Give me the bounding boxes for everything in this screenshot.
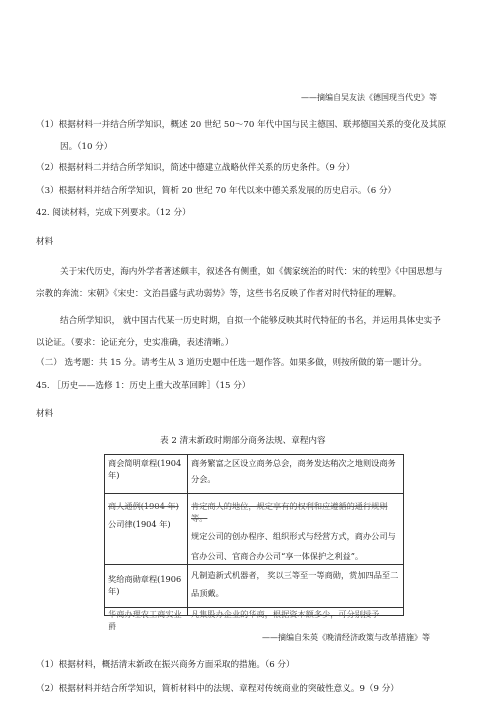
regulation-content-line: 肯定商人的地位，规定享有的权利和应遵循的通行规则等。 bbox=[191, 501, 388, 523]
regulation-name: 商会简明章程(1904 年) bbox=[108, 458, 182, 480]
q41-item2: （2）根据材料二并结合所学知识，简述中德建立战略伙伴关系的历史条件。（9 分） bbox=[36, 163, 355, 173]
table-row bbox=[105, 455, 404, 494]
table-cell-content bbox=[188, 608, 404, 619]
section-2-instructions: （二） 选考题：共 15 分。请考生从 3 道历史题中任选一题作答。如果多做，则按所做的第一题计分。 bbox=[36, 358, 428, 368]
regulation-content-line: 商务繁富之区设立商务总会，商务发达稍次之地则设商务 bbox=[191, 458, 396, 468]
q42-para2-line1: 结合所学知识， 就中国古代某一历史时期，自拟一个能够反映其时代特征的书名，并运用具体史实予 bbox=[60, 316, 441, 326]
q42-title: 42. 阅读材料，完成下列要求。（12 分） bbox=[36, 208, 191, 218]
regulation-content-line: 规定公司的创办程序、组织形式与经营方式，商办公司与 bbox=[191, 531, 396, 541]
q42-para2-line2: 以论证。（要求：论证充分，史实准确，表述清晰。） bbox=[36, 338, 234, 348]
table-caption: 表 2 清末新政时期部分商务法规、章程内容 bbox=[160, 436, 326, 446]
table-cell-content bbox=[188, 565, 404, 608]
table-cell-name bbox=[105, 455, 188, 494]
source-citation-1: ——摘编自吴友法《德国现当代史》等 bbox=[301, 93, 437, 102]
q41-item3: （3）根据材料并结合所学知识，简析 20 世纪 70 年代以来中德关系发展的历史启示。（6 分） bbox=[36, 186, 397, 196]
regulation-content-line: 官办公司、官商合办公司“享一体保护之利益”。 bbox=[191, 551, 364, 561]
regulation-name: 奖给商勋章程(1906 年) bbox=[108, 574, 182, 596]
table-cell-content bbox=[188, 494, 404, 565]
q42-para1-line2: 宗教的奔流：宋朝》《宋史：文治昌盛与武功弱势》等，这些书名反映了作者对时代特征的理解。 bbox=[36, 289, 402, 299]
q42-material-label: 材料 bbox=[36, 237, 54, 247]
regulation-name: 公司律(1904 年) bbox=[108, 519, 171, 529]
q41-item1-line2: 因。（10 分） bbox=[60, 142, 113, 152]
q45-item2: （2）根据材料并结合所学知识，简析材料中的法规、章程对传统商业的突破性意义。9（9 分） bbox=[36, 684, 399, 694]
table-cell-content bbox=[188, 455, 404, 494]
source-citation-2: ——摘编自朱英《晚清经济政策与改革措施》等 bbox=[262, 633, 430, 642]
regulation-content-line: 凡集股办企业的华商，根据资本额多少，可分别授予 bbox=[191, 609, 380, 619]
table-row bbox=[105, 608, 404, 616]
q42-para1-line1: 关于宋代历史，海内外学者著述颇丰，叙述各有侧重，如《儒家统治的时代：宋的转型》《中国思想与 bbox=[60, 267, 443, 277]
regulations-table bbox=[104, 454, 404, 631]
regulation-name: 华商办理农工商实业爵 bbox=[108, 609, 182, 631]
table-row bbox=[105, 565, 404, 608]
table-cell-name bbox=[105, 565, 188, 608]
q45-item1: （1）根据材料，概括清末新政在振兴商务方面采取的措施。（6 分） bbox=[36, 660, 295, 670]
q45-title: 45. ［历史——选修 1：历史上重大改革回眸］（15 分） bbox=[36, 381, 251, 391]
regulation-name: 商人通例(1904 年) bbox=[108, 501, 179, 511]
table-row bbox=[105, 494, 404, 565]
table-cell-name bbox=[105, 608, 188, 631]
regulation-content-line: 分会。 bbox=[191, 474, 216, 484]
q45-material-label: 材料 bbox=[36, 409, 54, 419]
regulation-content-line: 品顶戴。 bbox=[191, 588, 224, 598]
table-cell-name bbox=[105, 494, 188, 565]
q41-item1-line1: （1）根据材料一并结合所学知识，概述 20 世纪 50～70 年代中国与民主德国、联邦德国关系的变化及其原 bbox=[36, 120, 447, 130]
regulation-content-line: 凡制造新式机器者， 奖以三等至一等商勋，赏加四品至二 bbox=[191, 570, 399, 580]
